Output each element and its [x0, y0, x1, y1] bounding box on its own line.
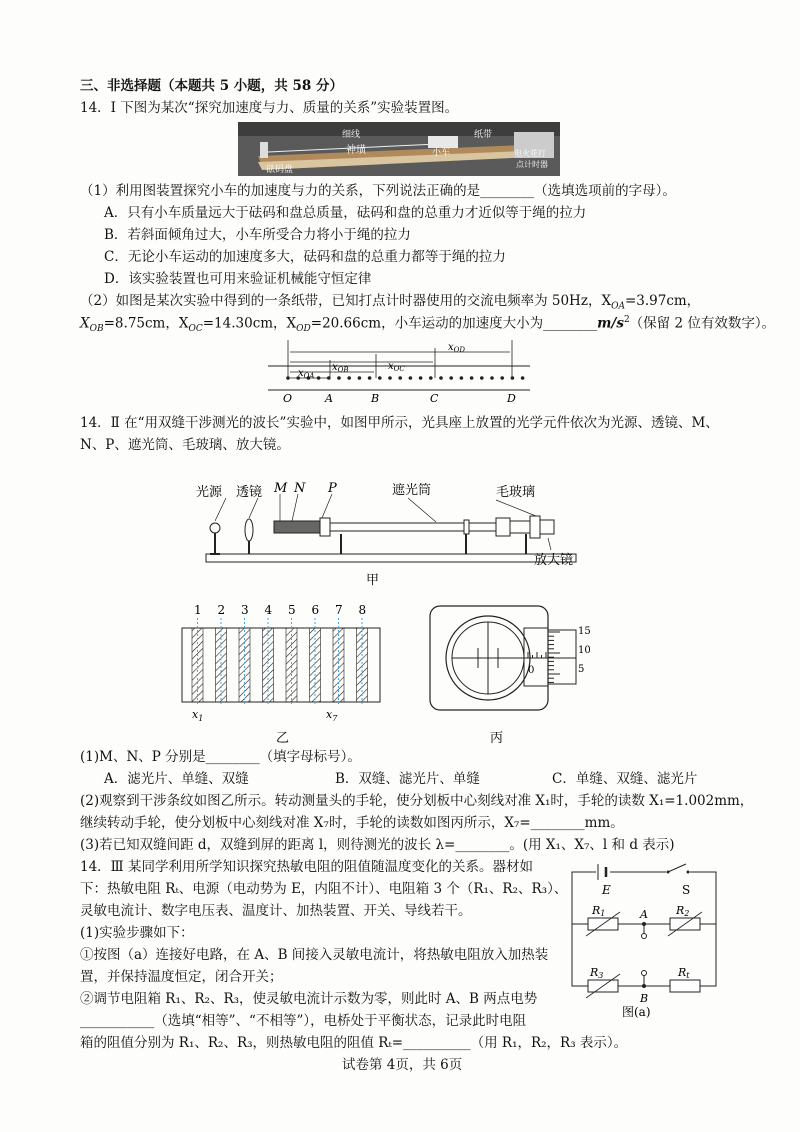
q14-3-line-9: 箱的阻值分别为 R₁、R₂、R₃，则热敏电阻的阻值 Rₜ=__________（用 R₁，R₂，R₃ 表示）。: [80, 1035, 628, 1051]
tape-dot: [449, 376, 453, 380]
scale-15: 15: [578, 626, 591, 637]
label-yi: 乙: [276, 731, 290, 746]
q14-2-option-b: B．双缝、滤光片、单缝: [335, 771, 480, 787]
label-n: N: [294, 481, 306, 496]
scale-0: 0: [528, 665, 535, 676]
label-tube: 遮光筒: [392, 483, 432, 498]
label-source: 光源: [196, 485, 223, 500]
tape-label-xoa: $x_{OA}$: [298, 368, 315, 380]
label-p: P: [328, 481, 337, 496]
photo-label-weights: 砝码盘: [266, 165, 294, 175]
tape-dot: [388, 376, 392, 380]
page-footer: 试卷第 4页，共 6页: [342, 1057, 463, 1073]
tape-dot: [398, 376, 402, 380]
q14-2-intro-line1: 14．Ⅱ 在“用双缝干涉测光的波长”实验中，如图甲所示，光具座上放置的光学元件依次为光源、透镜、M、: [80, 415, 719, 431]
q14-1-sub1: （1）利用图装置探究小车的加速度与力的关系，下列说法正确的是________（选填选项前的字母）。: [80, 183, 676, 199]
tape-point-o: O: [283, 392, 293, 405]
tape-dot: [429, 376, 433, 380]
label-lens: 透镜: [236, 485, 263, 500]
tape-dot: [490, 376, 494, 380]
q14-2-sub1: (1)M、N、P 分别是________（填字母标号）。: [80, 749, 361, 765]
fringe-number: 6: [311, 603, 320, 617]
tape-dot: [511, 376, 515, 380]
fringe-number: 7: [335, 603, 343, 617]
tape-dot: [460, 376, 464, 380]
bridge-circuit-figure: [566, 856, 726, 1018]
label-m: M: [274, 481, 288, 496]
scale-10: 10: [578, 645, 591, 656]
tape-dot: [439, 376, 443, 380]
q14-2-sub3: (3)若已知双缝间距 d，双缝到屏的距离 l，则待测光的波长 λ=________。(用 X₁、X₇、l 和 d 表示): [80, 837, 675, 853]
photo-label-timer-2: 点计时器: [516, 160, 548, 169]
photo-label-car: 小车: [432, 148, 451, 158]
circuit-label-a: A: [640, 908, 648, 921]
fringe-figure: [180, 600, 390, 746]
circuit-label-e: E: [602, 883, 611, 897]
tape-dot: [347, 376, 351, 380]
circuit-label-b: B: [640, 992, 649, 1005]
fringe-number: 8: [358, 603, 367, 617]
q14-2-option-c: C．单缝、双缝、滤光片: [552, 771, 698, 787]
paper-tape-figure: [264, 334, 534, 406]
q14-1-option-c: C．无论小车运动的加速度多大，砝码和盘的总重力都等于绳的拉力: [104, 249, 506, 265]
photo-label-string: 细线: [342, 130, 361, 140]
label-bing: 丙: [490, 731, 504, 746]
tape-dot: [480, 376, 484, 380]
tape-dot: [368, 376, 372, 380]
optical-bench-figure: [196, 476, 616, 592]
tape-dot: [500, 376, 504, 380]
photo-label-pulley: 神璜: [346, 145, 366, 156]
scale-5: 5: [578, 664, 585, 675]
photo-label-tape: 纸带: [474, 130, 493, 140]
circuit-caption: 图(a): [622, 1005, 651, 1018]
fringe-number: 5: [288, 603, 296, 617]
tape-dot: [337, 376, 341, 380]
fringe-number: 4: [264, 603, 273, 617]
label-x1: $x_1$: [192, 708, 204, 723]
q14-1-intro: 14．Ⅰ 下图为某次“探究加速度与力、质量的关系”实验装置图。: [80, 100, 459, 116]
tape-label-xoc: $x_{OC}$: [388, 361, 405, 373]
q14-2-intro-line2: N、P、遮光筒、毛玻璃、放大镜。: [80, 437, 290, 453]
q14-1-option-a: A．只有小车质量远大于砝码和盘总质量，砝码和盘的总重力才近似等于绳的拉力: [104, 205, 587, 221]
circuit-label-r3: R3: [590, 966, 604, 980]
q14-3-line-4: (1)实验步骤如下：: [80, 925, 194, 941]
label-jia: 甲: [366, 573, 380, 588]
tape-point-a: A: [325, 392, 333, 405]
circuit-label-rt: Rt: [678, 966, 690, 980]
fringe-number: 1: [194, 603, 202, 617]
label-x7: $x_7$: [326, 708, 338, 723]
tape-dot: [470, 376, 474, 380]
tape-point-b: B: [371, 392, 380, 405]
tape-label-xob: $x_{OB}$: [332, 362, 349, 374]
circuit-label-s: S: [682, 883, 691, 897]
q14-3-line-1: 14．Ⅲ 某同学利用所学知识探究热敏电阻的阻值随温度变化的关系。器材如: [80, 859, 533, 875]
q14-3-line-5: ①按图（a）连接好电路，在 A、B 间接入灵敏电流计，将热敏电阻放入加热装: [80, 947, 549, 963]
q14-2-option-a: A．滤光片、单缝、双缝: [104, 771, 249, 787]
tape-dot: [378, 376, 382, 380]
q14-2-sub2-line2: 继续转动手轮，使分划板中心刻线对准 X₇时，手轮的读数如图丙所示，X₇=________mm。: [80, 815, 624, 831]
label-glass: 毛玻璃: [496, 485, 536, 500]
circuit-label-r2: R2: [676, 904, 690, 918]
tape-dot: [521, 376, 525, 380]
section-header: 三、非选择题（本题共 5 小题，共 58 分）: [80, 78, 343, 94]
tape-point-c: C: [430, 392, 439, 405]
q14-1-sub2-line1: （2）如图是某次实验中得到的一条纸带，已知打点计时器使用的交流电频率为 50Hz，$X_{OA}=3.97cm$，: [80, 293, 701, 312]
photo-label-timer-1: 电火花打: [514, 149, 546, 158]
apparatus-photo: [238, 122, 560, 176]
q14-1-sub2-line2: $X_{OB}=8.75cm$，$X_{OC}=14.30cm$，$X_{OD}=20.66cm$，小车运动的加速度大小为$\_\_\_\_\_\_\_\_m/s^2$（保留 2 位有效数字）。: [80, 315, 776, 335]
tape-label-xod: $x_{OD}$: [448, 342, 465, 354]
tape-dot: [358, 376, 362, 380]
fringe-number: 3: [241, 603, 249, 617]
q14-3-line-7: ②调节电阻箱 R₁、R₂、R₃，使灵敏电流计示数为零，则此时 A、B 两点电势: [80, 991, 538, 1007]
q14-1-option-b: B．若斜面倾角过大，小车所受合力将小于绳的拉力: [104, 227, 411, 243]
q14-1-option-d: D．该实验装置也可用来验证机械能守恒定律: [104, 271, 372, 287]
circuit-label-r1: R1: [592, 904, 606, 918]
tape-dot: [419, 376, 423, 380]
label-magnifier: 放大镜: [534, 553, 574, 568]
tape-point-d: D: [507, 392, 516, 405]
q14-2-sub2-line1: (2)观察到干涉条纹如图乙所示。转动测量头的手轮，使分划板中心刻线对准 X₁时，手轮的读数 X₁=1.002mm，: [80, 793, 754, 809]
micrometer-figure: [428, 600, 608, 746]
tape-dot: [409, 376, 413, 380]
q14-3-line-6: 置，并保持温度恒定，闭合开关；: [80, 969, 283, 985]
q14-3-line-2: 下：热敏电阻 Rₜ、电源（电动势为 E，内阻不计）、电阻箱 3 个（R₁、R₂、R₃）、: [80, 881, 568, 897]
q14-3-line-8: ___________（选填“相等”、“不相等”），电桥处于平衡状态，记录此时电阻: [80, 1013, 527, 1029]
q14-3-line-3: 灵敏电流计、数字电压表、温度计、加热装置、开关、导线若干。: [80, 903, 472, 919]
fringe-number: 2: [217, 603, 226, 617]
